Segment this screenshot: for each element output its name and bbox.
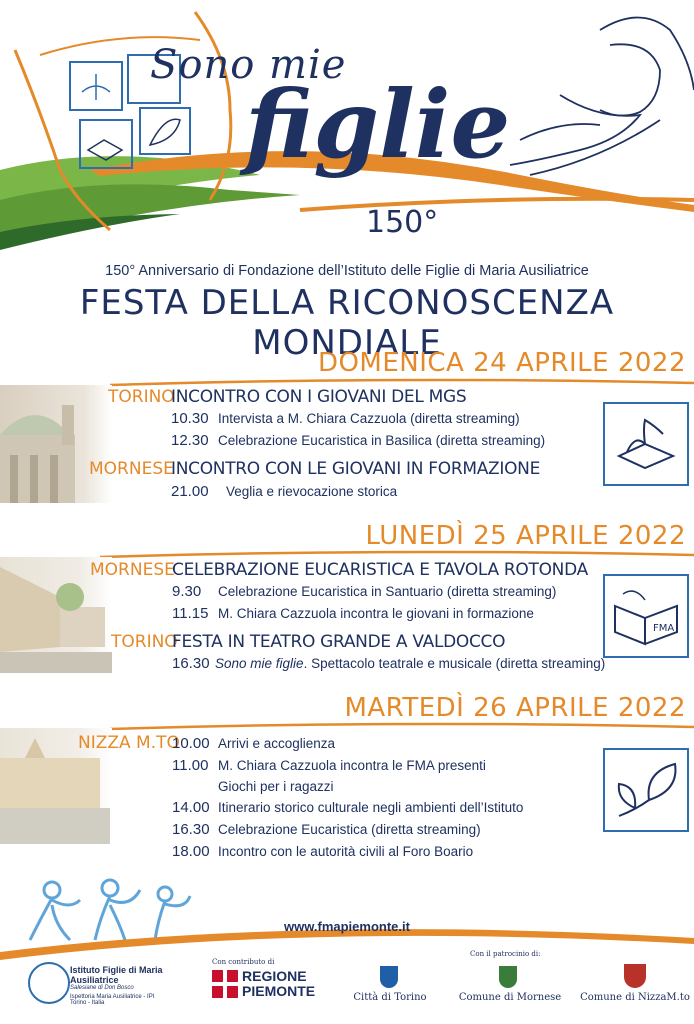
day-3-desc-6: Incontro con le autorità civili al Foro Boario <box>218 844 474 859</box>
day-2-place-2: TORINO <box>111 632 178 652</box>
day-2-event-2: FESTA IN TEATRO GRANDE A VALDOCCO <box>172 632 506 652</box>
footer-artwork <box>0 860 694 970</box>
day-1-event-1: INCONTRO CON I GIOVANI DEL MGS <box>171 387 467 407</box>
day-3-title: MARTEDÌ 26 APRILE 2022 <box>344 693 686 723</box>
day-2-desc-2: M. Chiara Cazzuola incontra le giovani in formazione <box>218 606 534 621</box>
day-1-time-2: 12.30 <box>171 432 209 449</box>
day-3-time-1: 10.00 <box>172 735 210 752</box>
svg-text:FMA: FMA <box>653 623 675 634</box>
mornese-coat-of-arms-icon <box>499 966 517 988</box>
mary-silhouette-icon <box>510 18 694 176</box>
basilica-photo <box>0 385 112 503</box>
day-2-event-1: CELEBRAZIONE EUCARISTICA E TAVOLA ROTONDA <box>172 560 588 580</box>
day-3-time-5: 16.30 <box>172 821 210 838</box>
day-3-desc-3: Giochi per i ragazzi <box>218 779 334 794</box>
title-line-1: Sono mie <box>150 42 347 88</box>
day-1-desc-2: Celebrazione Eucaristica in Basilica (diretta streaming) <box>218 433 546 448</box>
website-link[interactable]: www.fmapiemonte.it <box>284 919 410 934</box>
day-3-place-1: NIZZA M.TO <box>78 733 180 753</box>
anniversary-mark: 150° <box>366 205 439 240</box>
day-2-title: LUNEDÌ 25 APRILE 2022 <box>365 521 686 551</box>
subtitle: 150° Anniversario di Fondazione dell’Istituto delle Figlie di Maria Ausiliatrice <box>105 263 589 279</box>
day-1-place-2: MORNESE <box>89 459 174 479</box>
day-2-time-2: 11.15 <box>172 605 209 622</box>
fma-logo-title: Istituto Figlie di Maria Ausiliatrice <box>70 965 163 985</box>
patrocinio-caption: Con il patrocinio di: <box>470 950 541 958</box>
fma-logo-text <box>70 965 210 1006</box>
main-title: FESTA DELLA RICONOSCENZA MONDIALE <box>79 283 615 363</box>
fma-logo-sub3: Torino - Italia <box>70 1000 105 1006</box>
day-1-desc-3: Veglia e rievocazione storica <box>226 484 398 499</box>
fma-logo-icon <box>28 962 70 1004</box>
day-3-time-6: 18.00 <box>172 843 210 860</box>
day-3-desc-4: Itinerario storico culturale negli ambienti dell’Istituto <box>218 800 524 815</box>
day-2-desc-1: Celebrazione Eucaristica in Santuario (diretta streaming) <box>218 584 557 599</box>
day-1-time-3: 21.00 <box>171 483 209 500</box>
show-desc: . Spettacolo teatrale e musicale (diretta streaming) <box>303 656 606 671</box>
torino-coat-of-arms-icon <box>380 966 398 988</box>
orange-line <box>300 199 694 210</box>
day-2-desc-3 <box>215 656 605 671</box>
title-line-2: figlie <box>245 70 511 180</box>
regione-flag-icon <box>212 970 238 998</box>
day-2-time-1: 9.30 <box>172 583 202 600</box>
comune-mornese: Comune di Mornese <box>458 992 562 1003</box>
fma-logo-sub1: Salesiane di Don Bosco <box>70 985 134 991</box>
day-3-time-2: 11.00 <box>172 757 209 774</box>
citta-torino: Città di Torino <box>353 992 427 1003</box>
comune-nizza: Comune di NizzaM.to <box>580 992 690 1003</box>
leaf-icon <box>140 108 190 154</box>
day-3-desc-5: Celebrazione Eucaristica (diretta streaming) <box>218 822 481 837</box>
leaf-icon <box>603 748 689 832</box>
show-title: Sono mie figlie <box>215 656 304 671</box>
open-book-icon <box>603 402 689 486</box>
day-1-event-2: INCONTRO CON LE GIOVANI IN FORMAZIONE <box>171 459 541 479</box>
fma-book-icon <box>603 574 689 658</box>
day-1-title: DOMENICA 24 APRILE 2022 <box>317 348 686 378</box>
day-1-desc-1: Intervista a M. Chiara Cazzuola (diretta streaming) <box>218 411 520 426</box>
day-3-time-4: 14.00 <box>172 799 210 816</box>
regione-line1: REGIONE <box>242 968 307 984</box>
day-1-place-1: TORINO <box>108 387 175 407</box>
day-3-desc-2: M. Chiara Cazzuola incontra le FMA presenti <box>218 758 486 773</box>
fma-logo-sub2: Ispettoria Maria Ausiliatrice - IPI <box>70 994 155 1000</box>
regione-name <box>242 969 315 999</box>
day-2-place-1: MORNESE <box>90 560 175 580</box>
regione-caption: Con contributo di <box>212 958 275 966</box>
day-2-time-3: 16.30 <box>172 655 210 672</box>
nizza-coat-of-arms-icon <box>624 964 646 988</box>
day-1-time-1: 10.30 <box>171 410 209 427</box>
regione-line2: PIEMONTE <box>242 983 316 999</box>
day-3-desc-1: Arrivi e accoglienza <box>218 736 336 751</box>
